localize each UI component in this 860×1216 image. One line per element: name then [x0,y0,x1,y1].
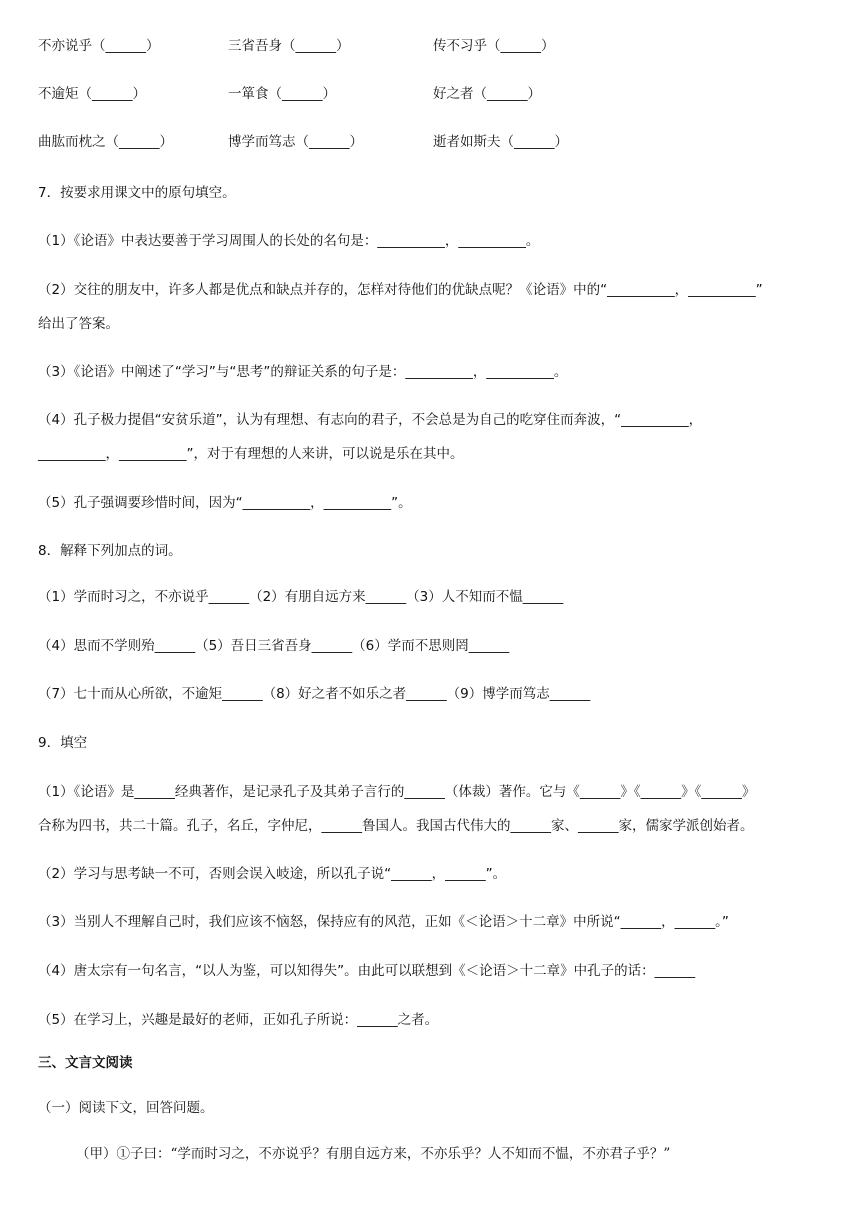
question-title: 7．按要求用课文中的原句填空。 [38,185,236,201]
grid-cell: 一箪食（______） [228,86,336,102]
grid-cell: 三省吾身（______） [228,38,350,54]
question-item: （5）孔子强调要珍惜时间，因为“__________，__________”。 [38,495,412,511]
question-item: （2）学习与思考缺一不可，否则会误入岐途，所以孔子说“______，______”。 [38,866,507,882]
question-item: （4）孔子极力提倡“安贫乐道”，认为有理想、有志向的君子，不会总是为自己的吃穿住而奔波，“__________， [38,412,703,428]
question-title: 8．解释下列加点的词。 [38,543,182,559]
grid-cell: 好之者（______） [433,86,541,102]
grid-cell: 传不习乎（______） [433,38,555,54]
question-item: 合称为四书，共二十篇。孔子，名丘，字仲尼，______鲁国人。我国古代伟大的______家、______家，儒家学派创始者。 [38,818,754,834]
question-item: 给出了答案。 [38,316,119,332]
section-subtitle: （一）阅读下文，回答问题。 [38,1100,214,1116]
grid-cell: 博学而笃志（______） [228,134,363,150]
question-item: （1）《论语》中表达要善于学习周围人的长处的名句是：__________，__________。 [38,233,540,249]
question-item: （3）《论语》中阐述了“学习”与“思考”的辩证关系的句子是：__________，__________。 [38,364,568,380]
question-item: __________，__________”，对于有理想的人来讲，可以说是乐在其中。 [38,446,464,462]
grid-cell: 逝者如斯夫（______） [433,134,568,150]
question-item: （5）在学习上，兴趣是最好的老师，正如孔子所说：______之者。 [38,1012,439,1028]
passage-text: （甲）①子曰：“学而时习之，不亦说乎？有朋自远方来，不亦乐乎？人不知而不愠，不亦君子乎？” [76,1146,671,1162]
grid-cell: 不逾矩（______） [38,86,146,102]
question-item: （4）思而不学则殆______（5）吾日三省吾身______（6）学而不思则罔______ [38,638,510,654]
question-title: 9．填空 [38,735,88,751]
section-heading: 三、文言文阅读 [38,1055,133,1071]
grid-cell: 曲肱而枕之（______） [38,134,173,150]
question-item: （3）当别人不理解自己时，我们应该不恼怒，保持应有的风范，正如《＜论语＞十二章》中所说“______，______。” [38,914,729,930]
grid-cell: 不亦说乎（______） [38,38,160,54]
question-item: （1）学而时习之，不亦说乎______（2）有朋自远方来______（3）人不知而不愠______ [38,589,564,605]
question-item: （1）《论语》是______经典著作，是记录孔子及其弟子言行的______（体裁）著作。它与《______》《______》《______》 [38,784,756,800]
question-item: （7）七十而从心所欲，不逾矩______（8）好之者不如乐之者______（9）博学而笃志______ [38,686,591,702]
question-item: （4）唐太宗有一句名言，“以人为鉴，可以知得失”。由此可以联想到《＜论语＞十二章》中孔子的话：______ [38,963,696,979]
question-item: （2）交往的朋友中，许多人都是优点和缺点并存的，怎样对待他们的优缺点呢？《论语》中的“__________，__________” [38,282,763,298]
